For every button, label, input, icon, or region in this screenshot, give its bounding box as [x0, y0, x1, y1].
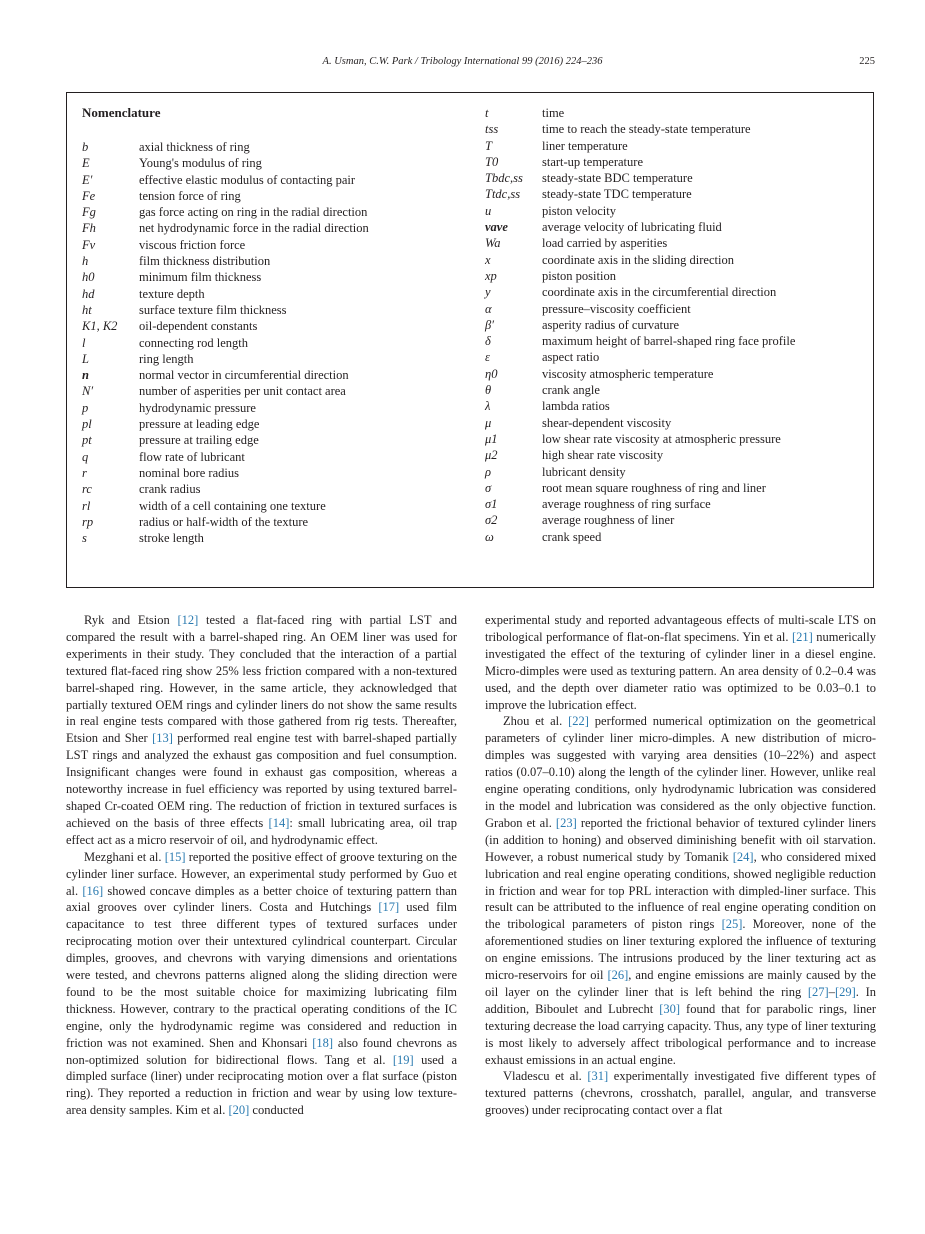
paragraph	[485, 1068, 876, 1119]
nomenclature-entry	[82, 498, 369, 514]
nomenclature-symbol: l	[82, 335, 86, 350]
page-number: 225	[859, 56, 875, 67]
nomenclature-symbol: h0	[82, 270, 95, 285]
nomenclature-entry	[82, 139, 369, 155]
text-run: Ryk and Etsion	[84, 613, 178, 627]
nomenclature-symbol: s	[82, 531, 87, 546]
text-run: performed real engine test with barrel-shaped partially LST rings and analyzed the exhaust gas composition and fuel consumption. Insignificant changes were found in exhaust gas composition, whereas a noteworthy increase in fuel efficiency was reported by using textured barrel-shaped Cr-coated OEM ring. The reduction of friction in textured surfaces is achieved on the basis of three effects	[66, 731, 457, 830]
nomenclature-entry	[485, 284, 795, 300]
nomenclature-definition: radius or half-width of the texture	[139, 514, 309, 529]
nomenclature-symbol: p	[82, 400, 89, 415]
nomenclature-entry	[485, 235, 795, 251]
nomenclature-entry	[485, 333, 795, 349]
nomenclature-entry	[485, 252, 795, 268]
text-run: Mezghani et al.	[84, 849, 165, 864]
citation-link[interactable]: [18]	[312, 1035, 334, 1050]
citation-link[interactable]: [21]	[792, 629, 813, 644]
nomenclature-title: Nomenclature	[82, 105, 161, 120]
nomenclature-symbol: μ1	[485, 431, 498, 446]
nomenclature-symbol: θ	[485, 383, 492, 398]
nomenclature-entry	[485, 170, 795, 186]
nomenclature-entry	[485, 512, 795, 528]
nomenclature-symbol: h	[82, 254, 89, 269]
nomenclature-definition: high shear rate viscosity	[542, 448, 664, 463]
citation-link[interactable]: [31]	[587, 1069, 609, 1084]
nomenclature-definition: effective elastic modulus of contacting pair	[139, 172, 356, 187]
nomenclature-definition: coordinate axis in the circumferential direction	[542, 285, 777, 300]
nomenclature-symbol: δ	[485, 334, 491, 349]
citation-link[interactable]: [19]	[392, 1052, 414, 1067]
text-run: Vladescu et al.	[503, 1069, 588, 1084]
nomenclature-box	[66, 92, 874, 588]
nomenclature-symbol: L	[82, 351, 89, 366]
nomenclature-symbol: vave	[485, 220, 508, 235]
nomenclature-entry	[82, 253, 369, 269]
nomenclature-symbol: Tbdc,ss	[485, 171, 523, 186]
nomenclature-definition: connecting rod length	[139, 335, 248, 350]
nomenclature-symbol: n	[82, 368, 89, 383]
nomenclature-definition: average velocity of lubricating fluid	[542, 220, 722, 235]
nomenclature-right-column	[485, 105, 795, 545]
nomenclature-entry	[485, 186, 795, 202]
text-run: . Moreover, none of the aforementioned studies on liner texturing explored the influence of texturing on engine emissions. The intrusions produced by the liner texturing act as micro-reservoirs for oil	[485, 917, 876, 983]
citation-link[interactable]: [30]	[659, 1001, 681, 1016]
nomenclature-symbol: ht	[82, 302, 92, 317]
citation-link[interactable]: [17]	[378, 900, 400, 915]
nomenclature-definition: pressure–viscosity coefficient	[542, 301, 691, 316]
nomenclature-entry	[485, 203, 795, 219]
nomenclature-entry	[82, 481, 369, 497]
nomenclature-symbol: Wa	[485, 236, 501, 251]
nomenclature-entry	[485, 349, 795, 365]
text-run: also found chevrons as non-optimized solution for bidirectional flows. Tang et al.	[66, 1035, 457, 1067]
nomenclature-entry	[82, 530, 369, 546]
text-run: , who considered mixed lubrication and real engine operating conditions, showed negligible reduction in friction and wear for top PRL interaction with dimpled-liner surface. This result can be attributed to the influence of real engine operating condition on the tribological parameters of piston rings	[485, 849, 876, 932]
nomenclature-symbol: β′	[485, 317, 494, 332]
nomenclature-symbol: E	[82, 156, 90, 171]
text-run: tested a flat-faced ring with partial LST and compared the result with a barrel-shaped ring. An OEM liner was used for experiments in their study. They concluded that the interaction of a partial textured flat-faced ring show 25% less friction compared with a non-textured barrel-shaped ring. However, in the same article, they acknowledged that partially textured OEM rings and cylinder liners do not show the same results in real engine tests compared with those gathered from rig tests. Thereafter, Etsion and Sher	[66, 613, 457, 746]
nomenclature-symbol: E′	[82, 172, 93, 187]
nomenclature-symbol: μ	[485, 415, 492, 430]
nomenclature-symbol: pt	[82, 433, 92, 448]
nomenclature-symbol: Ttdc,ss	[485, 187, 521, 202]
nomenclature-definition: Young's modulus of ring	[139, 156, 262, 171]
nomenclature-symbol: rc	[82, 482, 92, 497]
nomenclature-definition: pressure at trailing edge	[139, 433, 259, 448]
nomenclature-symbol: tss	[485, 122, 499, 137]
citation-link[interactable]: [23]	[555, 815, 577, 830]
paragraph	[485, 612, 876, 713]
nomenclature-definition: aspect ratio	[542, 350, 600, 365]
nomenclature-entry	[485, 382, 795, 398]
nomenclature-symbol: pl	[82, 417, 92, 432]
nomenclature-symbol: μ2	[485, 448, 498, 463]
nomenclature-symbol: ω	[485, 529, 494, 544]
nomenclature-definition: tension force of ring	[139, 188, 241, 203]
nomenclature-entry	[82, 335, 369, 351]
nomenclature-symbol: λ	[485, 399, 491, 414]
nomenclature-entry	[82, 286, 369, 302]
nomenclature-definition: pressure at leading edge	[139, 417, 260, 432]
nomenclature-symbol: rl	[82, 498, 91, 513]
nomenclature-definition: steady-state BDC temperature	[542, 171, 693, 186]
nomenclature-symbol: α	[485, 301, 492, 316]
text-run: performed numerical optimization on the geometrical parameters of cylinder liner micro-dimples. A new distribution of micro-dimples was suggested with varying area densities (10–22%) and aspect ratios (0.07–0.10) along the length of the cylinder liner. However, unlike real engine operating conditions, only hydrodynamic lubrication was considered in the model and lubrication was considered as the only objective function. Grabon et al.	[485, 714, 877, 830]
nomenclature-definition: viscous friction force	[139, 237, 246, 252]
page-header	[0, 56, 925, 72]
nomenclature-definition: flow rate of lubricant	[139, 449, 245, 464]
nomenclature-definition: texture depth	[139, 286, 205, 301]
nomenclature-entry	[82, 318, 369, 334]
nomenclature-symbol: Fg	[82, 205, 96, 220]
nomenclature-entry	[485, 480, 795, 496]
nomenclature-entry	[485, 366, 795, 382]
nomenclature-symbol: σ1	[485, 497, 498, 512]
text-run: experimentally investigated five different types of textured patterns (chevrons, crosshatch, parallel, angular, and transverse grooves) under reciprocating contact over a flat	[485, 1069, 876, 1118]
nomenclature-symbol: T0	[485, 154, 499, 169]
nomenclature-definition: piston velocity	[542, 203, 616, 218]
nomenclature-definition: normal vector in circumferential direction	[139, 368, 349, 383]
nomenclature-symbol: ρ	[485, 464, 491, 479]
nomenclature-entry	[82, 237, 369, 253]
nomenclature-symbol: rp	[82, 514, 94, 529]
nomenclature-symbol: Fe	[82, 188, 96, 203]
text-run: reported the frictional behavior of textured cylinder liners (in addition to honing) and observed diminishing benefit with oil starvation. However, a robust numerical study by Tomanik	[485, 815, 876, 864]
nomenclature-entry	[485, 317, 795, 333]
citation-link[interactable]: [12]	[177, 613, 199, 627]
nomenclature-definition: time to reach the steady-state temperature	[542, 122, 751, 137]
text-run: , and engine emissions are mainly caused by the oil layer on the cylinder liner that is left behind the ring	[485, 968, 876, 999]
nomenclature-definition: width of a cell containing one texture	[139, 498, 326, 513]
text-run: conducted	[249, 1103, 304, 1118]
nomenclature-definition: low shear rate viscosity at atmospheric pressure	[542, 431, 781, 446]
nomenclature-definition: start-up temperature	[542, 154, 643, 169]
nomenclature-entry	[82, 449, 369, 465]
nomenclature-entry	[82, 302, 369, 318]
nomenclature-definition: root mean square roughness of ring and liner	[542, 480, 766, 495]
nomenclature-definition: crank angle	[542, 383, 600, 398]
citation-link[interactable]: [26]	[607, 968, 629, 983]
body-right-column	[485, 612, 876, 1119]
nomenclature-definition: film thickness distribution	[139, 254, 271, 269]
nomenclature-entry	[82, 400, 369, 416]
nomenclature-definition: ring length	[139, 351, 194, 366]
nomenclature-entry	[485, 268, 795, 284]
nomenclature-definition: crank radius	[139, 482, 201, 497]
running-title: A. Usman, C.W. Park / Tribology International 99 (2016) 224–236	[322, 56, 603, 67]
nomenclature-entry	[485, 154, 795, 170]
nomenclature-entry	[485, 219, 795, 235]
citation-link[interactable]: [27]	[807, 984, 829, 999]
nomenclature-entry	[485, 301, 795, 317]
nomenclature-symbol: y	[485, 285, 491, 300]
nomenclature-entry	[485, 464, 795, 480]
nomenclature-entry	[82, 432, 369, 448]
citation-link[interactable]: [29]	[834, 984, 856, 999]
citation-link[interactable]: [20]	[228, 1103, 250, 1118]
nomenclature-definition: nominal bore radius	[139, 465, 239, 480]
nomenclature-left-column	[82, 139, 369, 546]
nomenclature-definition: stroke length	[139, 531, 204, 546]
nomenclature-symbol: η0	[485, 366, 498, 381]
paragraph	[66, 849, 457, 1120]
text-run: experimental study and reported advantageous effects of multi-scale LTS on tribological performance of flat-on-flat specimens. Yin et al.	[485, 613, 876, 644]
nomenclature-symbol: xp	[485, 268, 497, 283]
nomenclature-entry	[485, 415, 795, 431]
nomenclature-symbol: ε	[485, 350, 490, 365]
citation-link[interactable]: [13]	[152, 731, 173, 746]
text-run: numerically investigated the effect of the texturing of cylinder liner in a diesel engine. Micro-dimples were used as texturing pattern. An area density of 0.2–0.4 was used, and the depth over diameter ratio was optimized to be 0.03–0.1 to improve the lubrication effect.	[485, 629, 876, 712]
citation-link[interactable]: [22]	[568, 714, 589, 729]
nomenclature-definition: average roughness of ring surface	[542, 497, 711, 512]
nomenclature-entry	[485, 529, 795, 545]
nomenclature-definition: gas force acting on ring in the radial direction	[139, 205, 368, 220]
nomenclature-symbol: hd	[82, 286, 95, 301]
nomenclature-symbol: r	[82, 465, 87, 480]
nomenclature-symbol: q	[82, 449, 89, 464]
nomenclature-entry	[485, 138, 795, 154]
nomenclature-definition: shear-dependent viscosity	[542, 415, 672, 430]
text-run: –	[828, 984, 835, 999]
citation-link[interactable]: [16]	[82, 883, 104, 898]
nomenclature-definition: number of asperities per unit contact area	[139, 384, 346, 399]
nomenclature-entry	[82, 465, 369, 481]
nomenclature-definition: lambda ratios	[542, 399, 610, 414]
text-run: . In addition, Biboulet and Lubrecht	[485, 984, 876, 1016]
nomenclature-entry	[82, 188, 369, 204]
nomenclature-symbol: N′	[82, 384, 94, 399]
nomenclature-definition: axial thickness of ring	[139, 140, 250, 154]
nomenclature-definition: time	[542, 106, 565, 120]
nomenclature-symbol: x	[485, 252, 491, 267]
text-run: Zhou et al.	[503, 714, 569, 729]
nomenclature-entry	[82, 269, 369, 285]
nomenclature-symbol: T	[485, 138, 492, 153]
citation-link[interactable]: [25]	[721, 917, 743, 932]
text-run: used a dimpled surface (liner) under reciprocating motion over a flat surface (piston ring). They reported a reduction in friction and wear by using low texture-area density samples. Kim et al.	[66, 1052, 457, 1118]
nomenclature-definition: coordinate axis in the sliding direction	[542, 252, 734, 267]
body-left-column	[66, 612, 457, 1119]
nomenclature-definition: maximum height of barrel-shaped ring face profile	[542, 334, 796, 349]
nomenclature-symbol: σ2	[485, 513, 498, 528]
nomenclature-entry	[485, 431, 795, 447]
paragraph	[485, 713, 876, 1068]
nomenclature-symbol: Fh	[82, 221, 96, 236]
nomenclature-entry	[485, 398, 795, 414]
nomenclature-entry	[82, 351, 369, 367]
citation-link[interactable]: [15]	[164, 849, 186, 864]
nomenclature-entry	[82, 416, 369, 432]
nomenclature-definition: lubricant density	[542, 464, 626, 479]
nomenclature-definition: liner temperature	[542, 138, 628, 153]
nomenclature-definition: average roughness of liner	[542, 513, 675, 528]
nomenclature-entry	[485, 447, 795, 463]
text-run: : small lubricating area, oil trap effect act as a micro reservoir of oil, and hydrodynamic effect.	[66, 815, 457, 847]
text-run: used film capacitance to test three different types of textured surfaces under reciprocating motion over their untextured cylindrical counterpart. Circular dimples, grooves, and chevrons with varying dimensions and orientations were tested, and chevrons patterns aligned along the sliding direction were found to be the most suitable choice for maximizing lubricating film thickness. However, contrary to the practical operating conditions of the IC engine, only the hydrodynamic regime was considered and reduction in friction was not examined. Shen and Khonsari	[66, 900, 458, 1050]
nomenclature-entry	[82, 172, 369, 188]
nomenclature-entry	[82, 220, 369, 236]
nomenclature-entry	[82, 367, 369, 383]
paragraph	[66, 612, 457, 849]
nomenclature-definition: minimum film thickness	[139, 270, 262, 285]
nomenclature-symbol: b	[82, 140, 89, 154]
text-run: found that for parabolic rings, liner texturing decrease the load carrying capacity. Thus, any type of liner texturing is most likely to adversely affect tribological performance and to increase exhaust emissions in an actual engine.	[485, 1001, 876, 1067]
text-run: reported the positive effect of groove texturing on the cylinder liner surface. However, an experimental study performed by Guo et al.	[66, 849, 457, 898]
nomenclature-entry	[82, 514, 369, 530]
nomenclature-symbol: t	[485, 106, 489, 120]
nomenclature-definition: hydrodynamic pressure	[139, 400, 256, 415]
text-run: showed concave dimples as a better choice of texturing pattern than axial grooves over cylinder liners. Costa and Hutchings	[66, 883, 457, 915]
nomenclature-definition: surface texture film thickness	[139, 302, 287, 317]
nomenclature-definition: crank speed	[542, 529, 602, 544]
nomenclature-symbol: Fv	[82, 237, 96, 252]
nomenclature-symbol: K1, K2	[82, 319, 118, 334]
citation-link[interactable]: [14]	[268, 815, 290, 830]
nomenclature-definition: asperity radius of curvature	[542, 317, 680, 332]
nomenclature-entry	[82, 204, 369, 220]
nomenclature-entry	[82, 155, 369, 171]
nomenclature-entry	[485, 496, 795, 512]
nomenclature-definition: load carried by asperities	[542, 236, 668, 251]
nomenclature-entry	[485, 121, 795, 137]
nomenclature-symbol: σ	[485, 480, 492, 495]
nomenclature-definition: viscosity atmospheric temperature	[542, 366, 714, 381]
nomenclature-entry	[485, 105, 795, 121]
nomenclature-definition: steady-state TDC temperature	[542, 187, 692, 202]
nomenclature-definition: net hydrodynamic force in the radial direction	[139, 221, 369, 236]
nomenclature-definition: oil-dependent constants	[139, 319, 258, 334]
nomenclature-entry	[82, 383, 369, 399]
nomenclature-definition: piston position	[542, 268, 616, 283]
nomenclature-symbol: u	[485, 203, 492, 218]
citation-link[interactable]: [24]	[732, 849, 754, 864]
